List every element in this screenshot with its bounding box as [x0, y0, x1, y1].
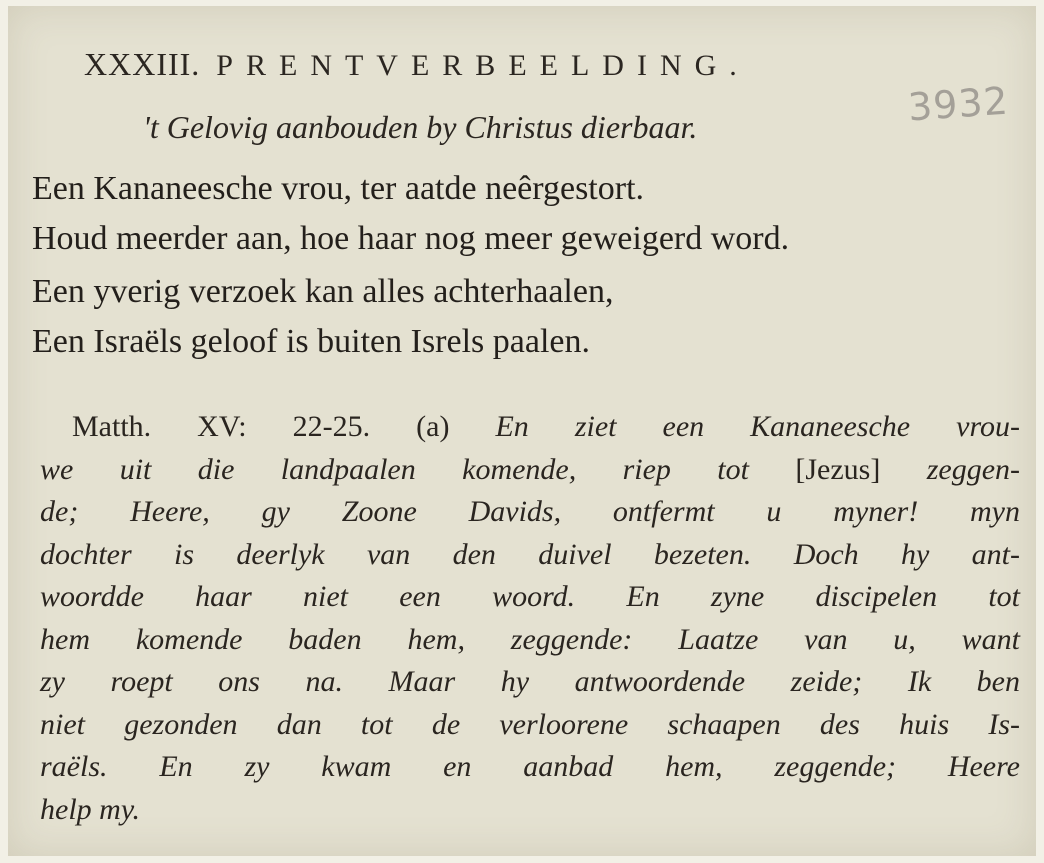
scripture-reference: Matth. XV: 22-25. (a): [72, 410, 450, 443]
scripture-line: niet gezonden dan tot de verloorene schaapen des huis Is-: [40, 707, 1020, 741]
scripture-line: hem komende baden hem, zeggende: Laatze van u, want: [40, 622, 1020, 656]
scripture-text: zeggen-: [926, 452, 1020, 486]
verse-line-3: Een yverig verzoek kan alles achterhaalen,: [32, 273, 614, 310]
scripture-line: [40, 406, 1020, 449]
verse-line-4: Een Israëls geloof is buiten Isrels paalen.: [32, 323, 590, 360]
scripture-line: help my.: [40, 792, 140, 826]
scripture-bracket-name: [Jezus]: [795, 452, 881, 486]
verse-line-1: Een Kananeesche vrou, ter aatde neêrgestort.: [32, 170, 645, 207]
subtitle: 't Gelovig aanbouden by Christus dierbaar.: [143, 109, 698, 145]
printed-sheet: [8, 6, 1036, 856]
scripture-text: En ziet een Kananeesche vrou-: [495, 410, 1020, 443]
scripture-line: woordde haar niet een woord. En zyne discipelen tot: [40, 580, 1020, 613]
scripture-text: we uit die landpaalen komende, riep tot: [40, 452, 749, 486]
scripture-line: dochter is deerlyk van den duivel bezeten. Doch hy ant-: [40, 537, 1020, 571]
section-heading: [84, 46, 750, 83]
heading-number: XXXIII.: [84, 46, 201, 82]
verse-line-2: Houd meerder aan, hoe haar nog meer geweigerd word.: [32, 220, 790, 257]
scripture-line: raëls. En zy kwam en aanbad hem, zeggende; Heere: [40, 750, 1020, 783]
scripture-line: de; Heere, gy Zoone Davids, ontfermt u myner! myn: [40, 495, 1020, 528]
scripture-passage: [40, 406, 1020, 831]
scripture-line: [40, 449, 1020, 492]
scripture-line: zy roept ons na. Maar hy antwoordende zeide; Ik ben: [40, 665, 1020, 698]
handwritten-annotation: 3932: [906, 78, 1011, 130]
heading-title: PRENTVERBEELDING.: [216, 49, 750, 82]
